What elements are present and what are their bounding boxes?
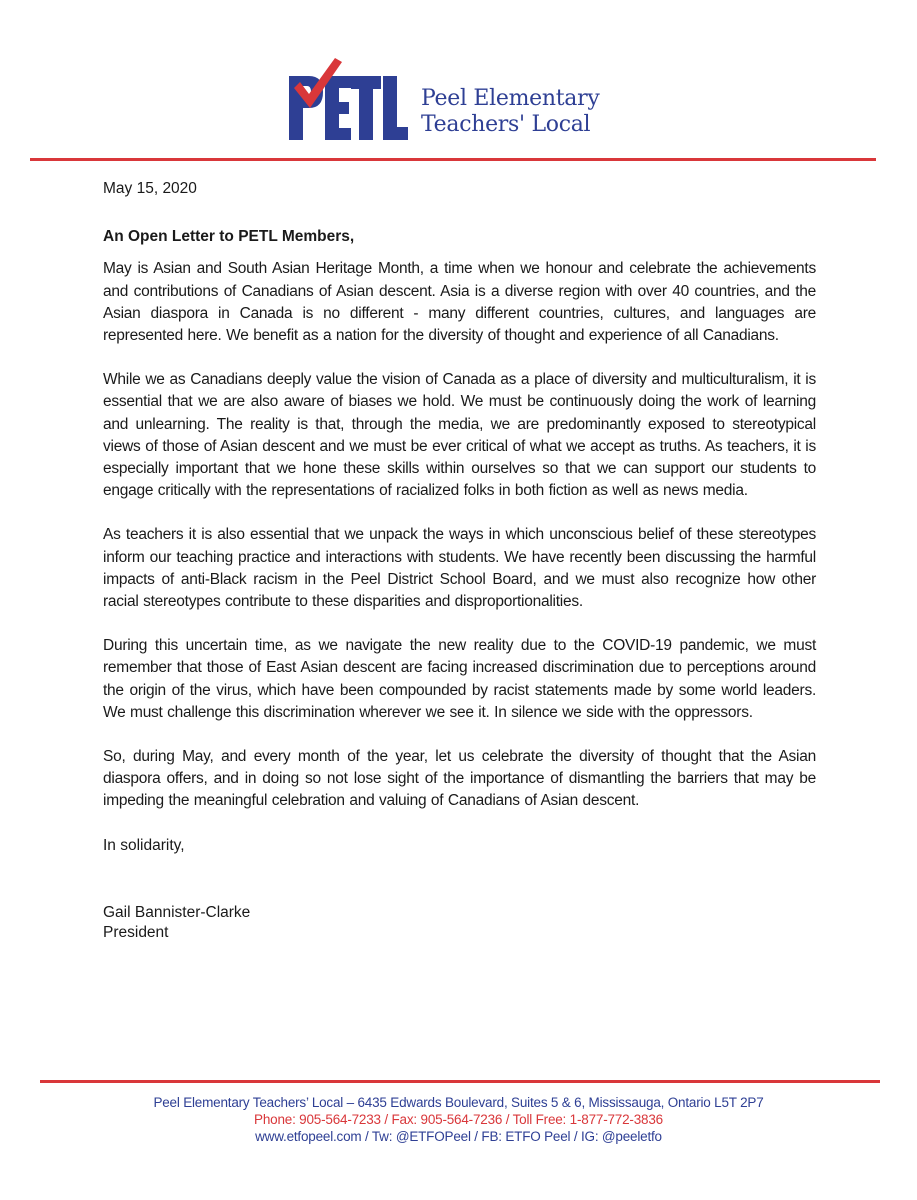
paragraph-5: So, during May, and every month of the year, let us celebrate the diversity of thought that the Asian diaspora offers, and in doing so not lose sight of the importance of dismantling the barriers that may be impeding the meaningful celebration and valuing of Canadians of Asian descent. bbox=[103, 748, 816, 810]
paragraph-4: During this uncertain time, as we navigate the new reality due to the COVID-19 pandemic, we must remember that those of East Asian descent are facing increased discrimination due to perceptions around the origin of the virus, which have been compounded by racist statements made by some world leaders. We must challenge this discrimination wherever we see it. In silence we side with the oppressors. bbox=[103, 637, 816, 721]
letter-closing: In solidarity, bbox=[103, 836, 185, 854]
paragraph-2: While we as Canadians deeply value the vision of Canada as a place of diversity and multiculturalism, it is essential that we are also aware of biases we hold. We must be continuously doing the work of learning and unlearning. The reality is that, through the media, we are predominantly exposed to stereotypical views of those of Asian descent and we must be ever critical of what we accept as truths. As teachers, it is especially important that we hone these skills within ourselves so that we can support our students to engage critically with the representations of racialized folks in both fiction as well as news media. bbox=[103, 371, 816, 500]
letter-footer bbox=[0, 1094, 917, 1145]
footer-phone-line: Phone: 905-564-7233 / Fax: 905-564-7236 / Toll Free: 1-877-772-3836 bbox=[254, 1112, 663, 1127]
paragraph-3: As teachers it is also essential that we unpack the ways in which unconscious belief of these stereotypes inform our teaching practice and interactions with students. We have recently been discussing the harmful impacts of anti-Black racism in the Peel District School Board, and we must also recognize how other racial stereotypes contribute to these disparities and disproportionalities. bbox=[103, 526, 816, 611]
signature-title: President bbox=[103, 923, 169, 941]
signature-name: Gail Bannister-Clarke bbox=[103, 903, 251, 921]
petl-logo-icon bbox=[287, 56, 409, 142]
footer-social-line: www.etfopeel.com / Tw: @ETFOPeel / FB: ETFO Peel / IG: @peeletfo bbox=[255, 1129, 662, 1144]
organization-name bbox=[421, 86, 599, 138]
org-name-line-1: Peel Elementary bbox=[421, 86, 600, 111]
org-name-line-2: Teachers' Local bbox=[421, 112, 591, 137]
footer-divider bbox=[40, 1080, 880, 1083]
paragraph-1: May is Asian and South Asian Heritage Month, a time when we honour and celebrate the achievements and contributions of Canadians of Asian descent. Asia is a diverse region with over 40 countries, and the Asian diaspora in Canada is no different - many different countries, cultures, and languages are represented here. We benefit as a nation for the diversity of thought and experience of all Canadians. bbox=[103, 260, 816, 345]
letter-date: May 15, 2020 bbox=[103, 180, 197, 197]
header-divider bbox=[30, 158, 876, 161]
letter-body bbox=[103, 178, 816, 943]
letterhead bbox=[0, 0, 917, 165]
letter-salutation: An Open Letter to PETL Members, bbox=[103, 228, 355, 246]
footer-address: Peel Elementary Teachers’ Local – 6435 Edwards Boulevard, Suites 5 & 6, Mississauga, Ontario L5T 2P7 bbox=[153, 1095, 764, 1110]
